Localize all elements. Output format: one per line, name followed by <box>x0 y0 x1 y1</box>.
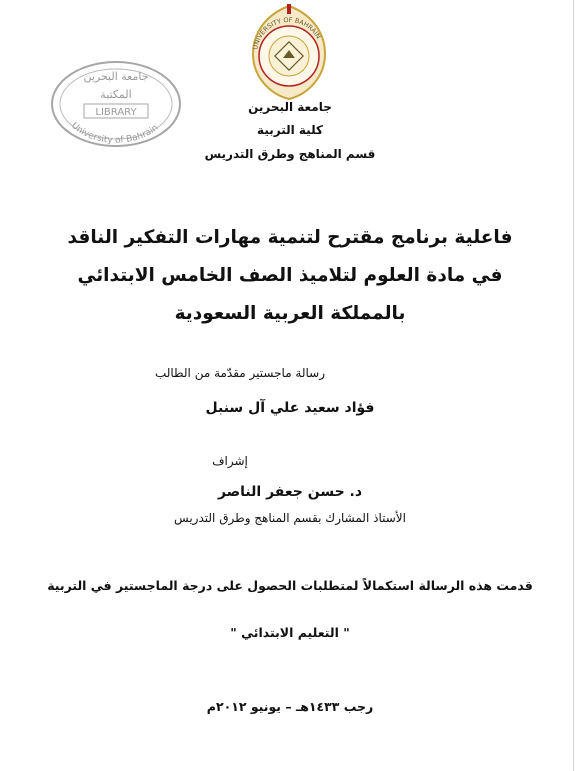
university-name: جامعة البحرين <box>248 100 332 114</box>
stamp-label: LIBRARY <box>95 107 137 118</box>
college-name: كلية التربية <box>257 123 323 137</box>
stamp-english: University of Bahrain <box>68 120 161 146</box>
supervisor-title: الأستاذ المشارك بقسم المناهج وطرق التدريس <box>174 511 406 525</box>
specialization: " التعليم الابتدائي " <box>230 625 350 640</box>
department-name: قسم المناهج وطرق التدريس <box>204 147 376 161</box>
seal-text: UNIVERSITY OF BAHRAIN <box>251 15 323 51</box>
date-line: رجب ١٤٣٣هـ – يونيو ٢٠١٢م <box>206 699 374 714</box>
stamp-arabic-middle: المكتبة <box>100 88 132 101</box>
title-line-2: في مادة العلوم لتلاميذ الصف الخامس الابتدائي <box>77 265 503 286</box>
university-seal-logo <box>243 2 335 102</box>
requirement-text: قدمت هذه الرسالة استكمالاً لمتطلبات الحصول على درجة الماجستير في التربية <box>47 578 533 593</box>
supervisor-name: د. حسن جعفر الناصر <box>217 484 363 500</box>
stamp-arabic-top: جامعة البحرين <box>83 70 149 83</box>
supervision-label: إشراف <box>212 454 248 468</box>
student-name: فؤاد سعيد علي آل سنبل <box>205 400 375 416</box>
submitted-by-label: رسالة ماجستير مقدّمة من الطالب <box>154 366 326 380</box>
title-line-3: بالمملكة العربية السعودية <box>174 303 406 324</box>
page-edge <box>573 0 574 771</box>
title-line-1: فاعلية برنامج مقترح لتنمية مهارات التفكير الناقد <box>67 227 513 248</box>
